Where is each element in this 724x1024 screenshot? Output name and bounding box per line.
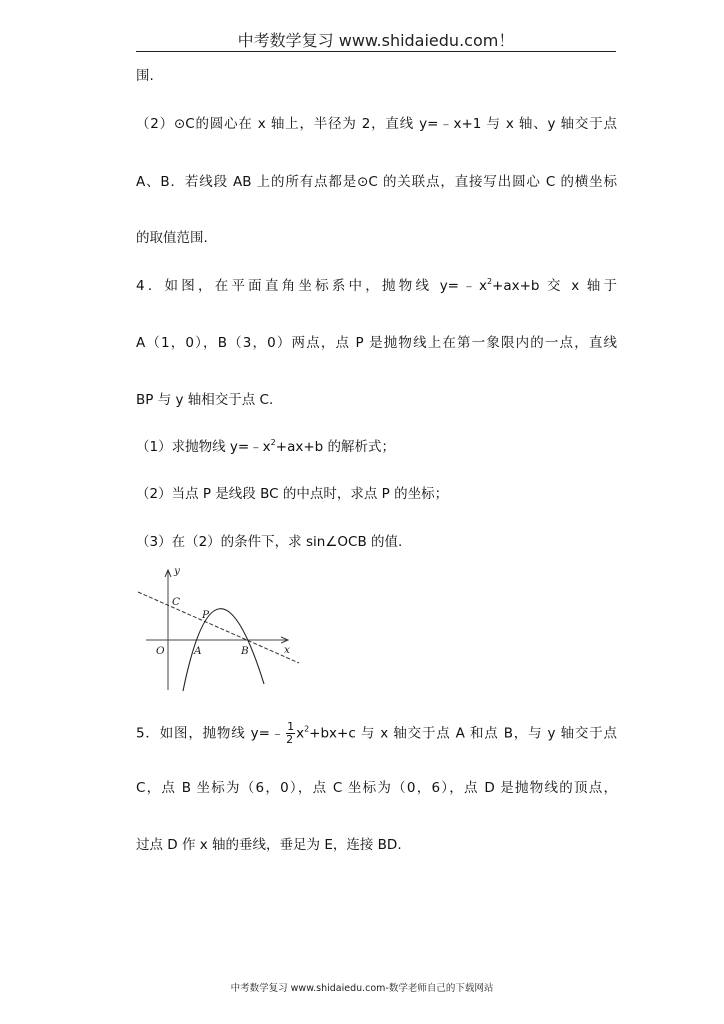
question-2: （2）当点 P 是线段 BC 的中点时，求点 P 的坐标； bbox=[136, 486, 449, 502]
problem-5-line-2: C，点 B 坐标为（6，0），点 C 坐标为（0，6），点 D 是抛物线的顶点， bbox=[136, 780, 617, 796]
point-c-label: C bbox=[172, 596, 181, 608]
exponent: 2 bbox=[270, 438, 276, 447]
problem-4-line-1 bbox=[136, 276, 617, 296]
point-b-label: B bbox=[241, 645, 249, 657]
question-1 bbox=[136, 437, 395, 457]
question-1-text-b: +ax+b 的解析式； bbox=[275, 439, 396, 455]
text-line-1: 围. bbox=[136, 68, 154, 84]
problem-4-text-a: 4．如图，在平面直角坐标系中，抛物线 y=﹣x bbox=[136, 278, 487, 294]
fraction-numerator: 1 bbox=[287, 720, 295, 733]
point-a-label: A bbox=[194, 645, 202, 657]
problem-5-line-3: 过点 D 作 x 轴的垂线，垂足为 E，连接 BD. bbox=[136, 837, 402, 853]
page-header-title: 中考数学复习 www.shidaiedu.com！ bbox=[237, 31, 515, 50]
problem-4-line-2: A（1，0），B（3，0）两点，点 P 是抛物线上在第一象限内的一点，直线 bbox=[136, 335, 617, 351]
problem-5-line-1 bbox=[136, 721, 617, 746]
problem-5-text-c: +bx+c 与 x 轴交于点 A 和点 B，与 y 轴交于点 bbox=[309, 725, 617, 742]
y-axis-label: y bbox=[174, 565, 180, 577]
parabola-figure bbox=[136, 565, 306, 699]
text-line-4: 的取值范围. bbox=[136, 230, 208, 246]
problem-5-text-b: x bbox=[296, 725, 305, 742]
origin-label: O bbox=[156, 645, 165, 657]
problem-4-line-3: BP 与 y 轴相交于点 C. bbox=[136, 392, 274, 408]
question-3: （3）在（2）的条件下，求 sin∠OCB 的值. bbox=[136, 534, 403, 550]
text-line-3: A、B．若线段 AB 上的所有点都是⊙C 的关联点，直接写出圆心 C 的横坐标 bbox=[136, 174, 617, 190]
header-rule bbox=[136, 51, 616, 52]
text-line-2: （2）⊙C的圆心在 x 轴上，半径为 2，直线 y=﹣x+1 与 x 轴、y 轴交于点 bbox=[136, 116, 617, 132]
page-footer: 中考数学复习 www.shidaiedu.com-数学老师自己的下载网站 bbox=[230, 983, 494, 994]
problem-4-text-b: +ax+b 交 x 轴于 bbox=[492, 278, 618, 294]
point-p-label: P bbox=[202, 609, 210, 621]
fraction-denominator: 2 bbox=[286, 733, 294, 746]
fraction-one-half bbox=[286, 721, 295, 746]
exponent: 2 bbox=[304, 724, 310, 734]
x-axis-label: x bbox=[284, 644, 290, 656]
parabola-graph bbox=[136, 565, 306, 695]
question-1-text-a: （1）求抛物线 y=﹣x bbox=[136, 439, 271, 455]
problem-5-text-a: 5．如图，抛物线 y=﹣ bbox=[136, 725, 286, 742]
exponent: 2 bbox=[486, 277, 493, 286]
